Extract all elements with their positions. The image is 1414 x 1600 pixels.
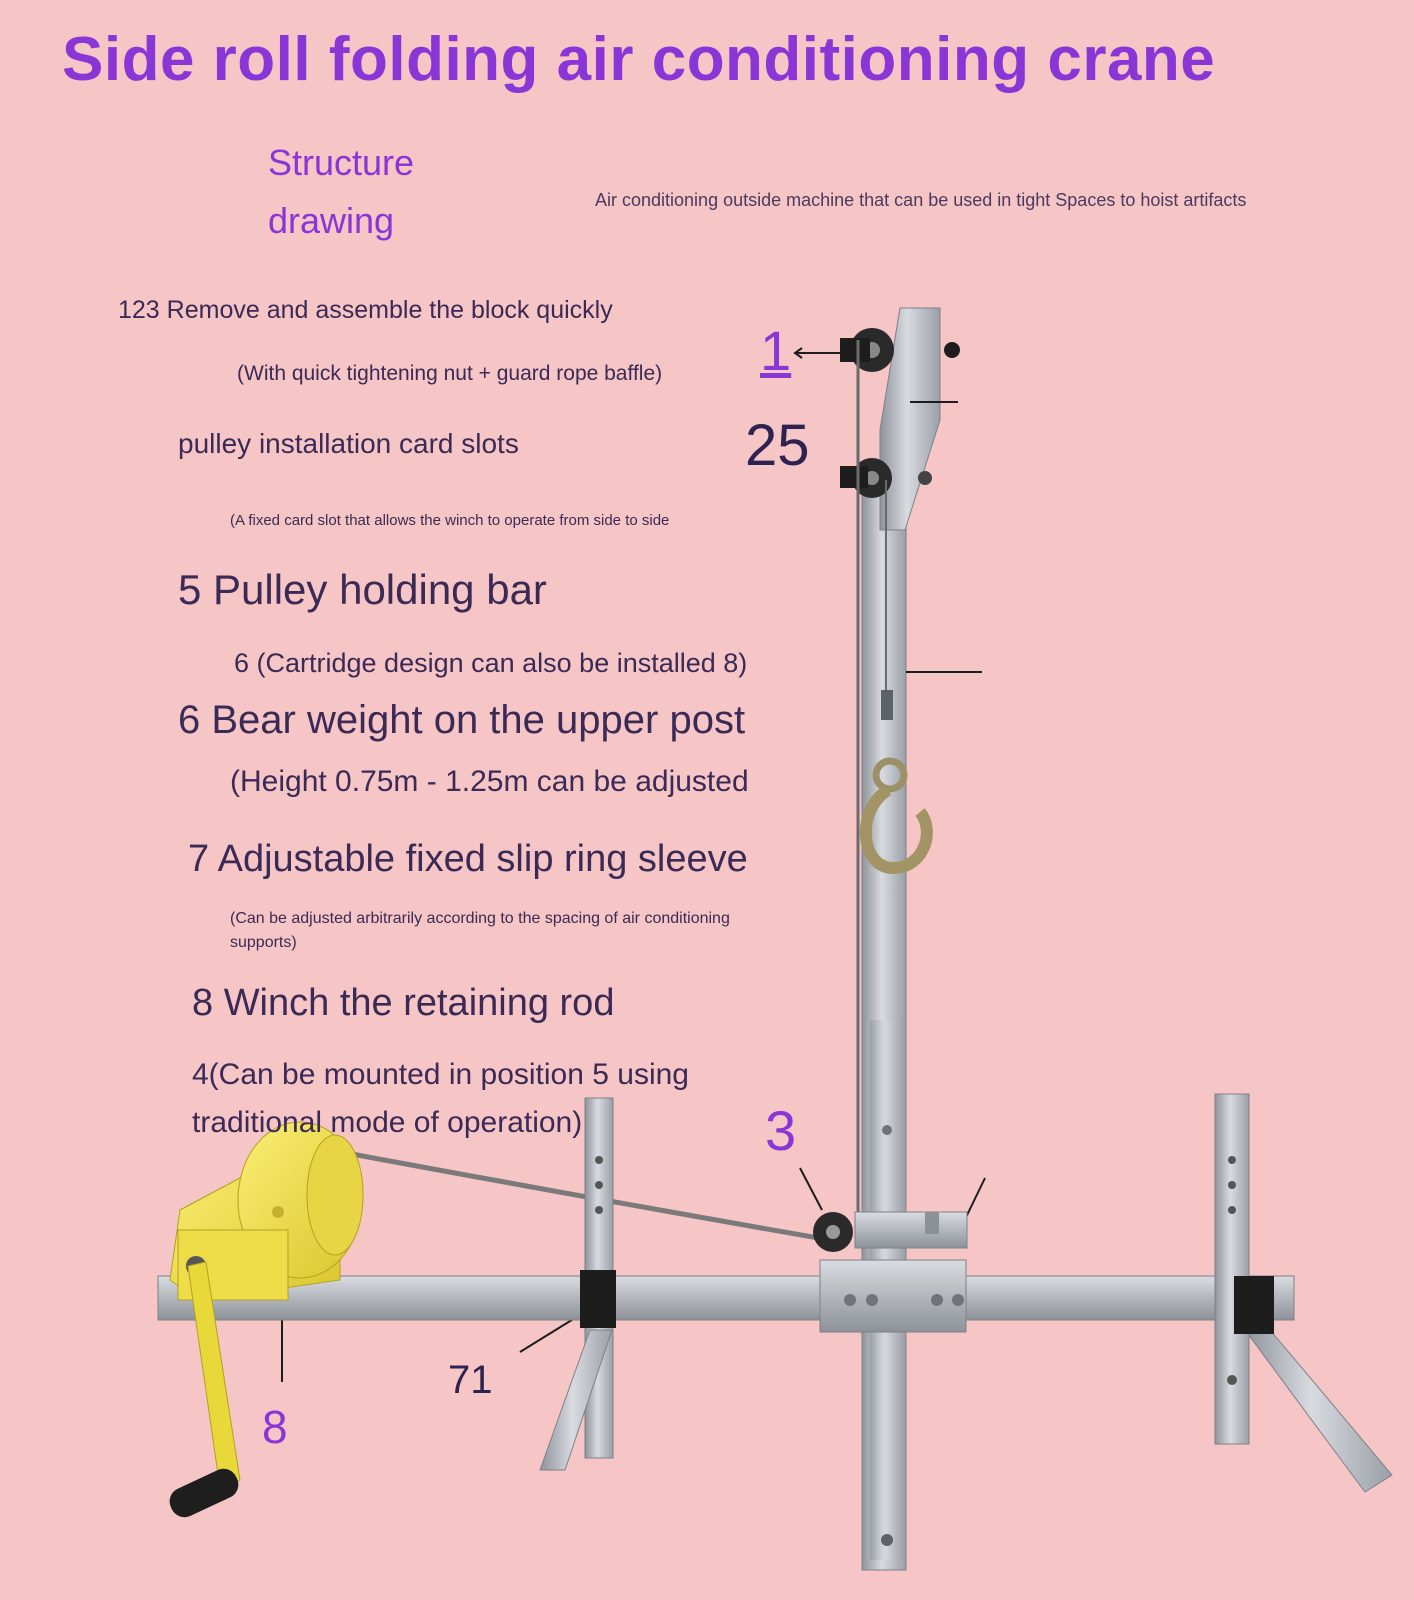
- callout-3: 3: [765, 1099, 797, 1162]
- lower-pulley: [813, 1212, 853, 1252]
- desc-item-6-sub: (Height 0.75m - 1.25m can be adjusted: [230, 765, 749, 798]
- desc-item-4-line1: 4(Can be mounted in position 5 using: [192, 1058, 689, 1091]
- desc-item-7-sub-line2: supports): [230, 934, 297, 951]
- desc-item-4-line2: traditional mode of operation): [192, 1106, 583, 1139]
- yellow-winch: [165, 1122, 363, 1522]
- vertical-mast: [862, 470, 906, 1570]
- callout-8: 8: [262, 1401, 288, 1453]
- desc-item-123-sub: (With quick tightening nut + guard rope baffle): [237, 362, 663, 385]
- card-slot-plate: [855, 1212, 967, 1248]
- desc-item-7: 7 Adjustable fixed slip ring sleeve: [188, 838, 748, 880]
- desc-item-123: 123 Remove and assemble the block quickly: [118, 296, 613, 324]
- callout-1: 1: [760, 319, 792, 382]
- desc-card-slots: pulley installation card slots: [178, 428, 519, 459]
- desc-card-slots-sub: (A fixed card slot that allows the winch to operate from side to side: [230, 512, 670, 529]
- structure-heading-line2: drawing: [268, 200, 395, 241]
- desc-item-6: 6 Bear weight on the upper post: [178, 698, 746, 742]
- desc-item-8: 8 Winch the retaining rod: [192, 982, 615, 1024]
- callout-25: 25: [745, 413, 810, 478]
- tagline: Air conditioning outside machine that can be used in tight Spaces to hoist artifacts: [595, 190, 1247, 210]
- desc-item-7-sub-line1: (Can be adjusted arbitrarily according to the spacing of air conditioning: [230, 910, 730, 927]
- page-title: Side roll folding air conditioning crane: [62, 25, 1216, 94]
- desc-item-5-sub: 6 (Cartridge design can also be installed 8): [234, 648, 748, 678]
- right-bracket: [1215, 1094, 1392, 1492]
- desc-item-5: 5 Pulley holding bar: [178, 566, 547, 613]
- structure-heading-line1: Structure: [268, 142, 415, 183]
- callout-71: 71: [448, 1358, 493, 1402]
